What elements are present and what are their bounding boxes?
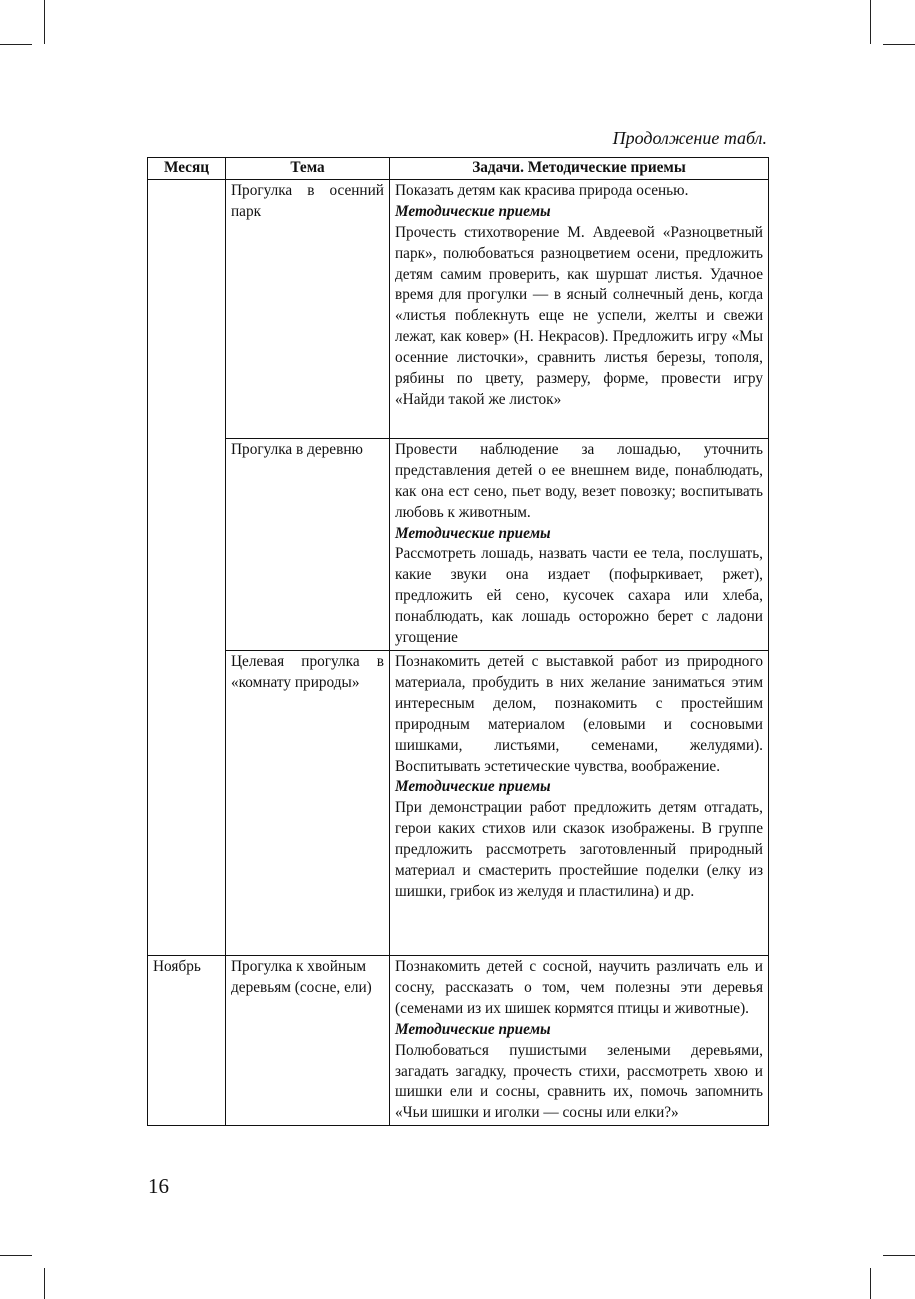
tasks-cell [390, 438, 769, 650]
methods-subheading: Методические приемы [395, 778, 551, 796]
column-header-month: Месяц [148, 158, 226, 180]
task-text: Познакомить детей с выставкой работ из природного материала, пробудить в них желание заниматься этим интересным делом, познакомить с простейшим природным материалом (еловыми и сосновыми шишками, листьями, семенами, желудями). Воспитывать эстетические чувства, воображение. [395, 652, 763, 775]
methods-text: При демонстрации работ предложить детям отгадать, герои каких стихов или сказок изображены. В группе предложить рассмотреть заготовленный природный материал и смастерить простейшие поделки (елку из шишки, грибок из желудя и пластилина) и др. [395, 799, 763, 900]
crop-mark [870, 1268, 871, 1299]
topic-cell: Целевая прогулка в «комнату природы» [226, 650, 390, 955]
crop-mark [0, 1255, 32, 1256]
methods-text: Прочесть стихотворение М. Авдеевой «Разноцветный парк», полюбоваться разноцветием осени, предложить детям самим проверить, как шуршат листья. Удачное время для прогулки — в ясный солнечный день, когда «листья поблекнуть еще не успели, желты и свежи лежат, как ковер» (Н. Некрасов). Предложить игру «Мы осенние листочки», сравнить листья березы, тополя, рябины по цвету, размеру, форме, провести игру «Найди такой же листок» [395, 223, 763, 408]
crop-mark [0, 44, 32, 45]
page-number: 16 [148, 1174, 169, 1198]
tasks-cell [390, 955, 769, 1125]
crop-mark [44, 1268, 45, 1299]
table-header-row [148, 158, 769, 180]
table-row [148, 179, 769, 438]
task-text: Провести наблюдение за лошадью, уточнить представления детей о ее внешнем виде, понаблюдать, как она ест сено, пьет воду, везет повозку; воспитывать любовь к животным. [395, 440, 763, 521]
crop-mark [883, 1255, 915, 1256]
methods-subheading: Методические приемы [395, 202, 551, 220]
task-text: Показать детям как красива природа осенью. [395, 181, 689, 199]
crop-mark [883, 44, 915, 45]
topic-cell: Прогулка в деревню [226, 438, 390, 650]
methods-subheading: Методические приемы [395, 1020, 551, 1038]
tasks-cell [390, 179, 769, 438]
methods-text: Полюбоваться пушистыми зелеными деревьями, загадать загадку, прочесть стихи, рассмотреть хвою и шишки ели и сосны, сравнить их, помочь запомнить «Чьи шишки и иголки — сосны или елки?» [395, 1041, 763, 1122]
month-cell: Ноябрь [148, 955, 226, 1125]
table-continuation-label: Продолжение табл. [612, 128, 767, 148]
crop-mark [870, 0, 871, 44]
month-cell [148, 179, 226, 955]
table-row [148, 650, 769, 955]
table-row [148, 955, 769, 1125]
topic-cell: Прогулка в осенний парк [226, 179, 390, 438]
methods-subheading: Методические приемы [395, 524, 551, 542]
task-text: Познакомить детей с сосной, научить различать ель и сосну, рассказать о том, чем полезны эти деревья (семенами из их шишек кормятся птицы и животные). [395, 957, 763, 1017]
table-row [148, 438, 769, 650]
tasks-cell [390, 650, 769, 955]
column-header-tasks: Задачи. Методические приемы [390, 158, 769, 180]
column-header-topic: Тема [226, 158, 390, 180]
methods-table [147, 157, 769, 1126]
crop-mark [44, 0, 45, 44]
topic-cell: Прогулка к хвойным деревьям (сосне, ели) [226, 955, 390, 1125]
methods-text: Рассмотреть лошадь, назвать части ее тела, послушать, какие звуки она издает (пофыркивает, ржет), предложить ей сено, кусочек сахара или хлеба, понаблюдать, как лошадь осторожно берет с ладони угощение [395, 545, 763, 647]
